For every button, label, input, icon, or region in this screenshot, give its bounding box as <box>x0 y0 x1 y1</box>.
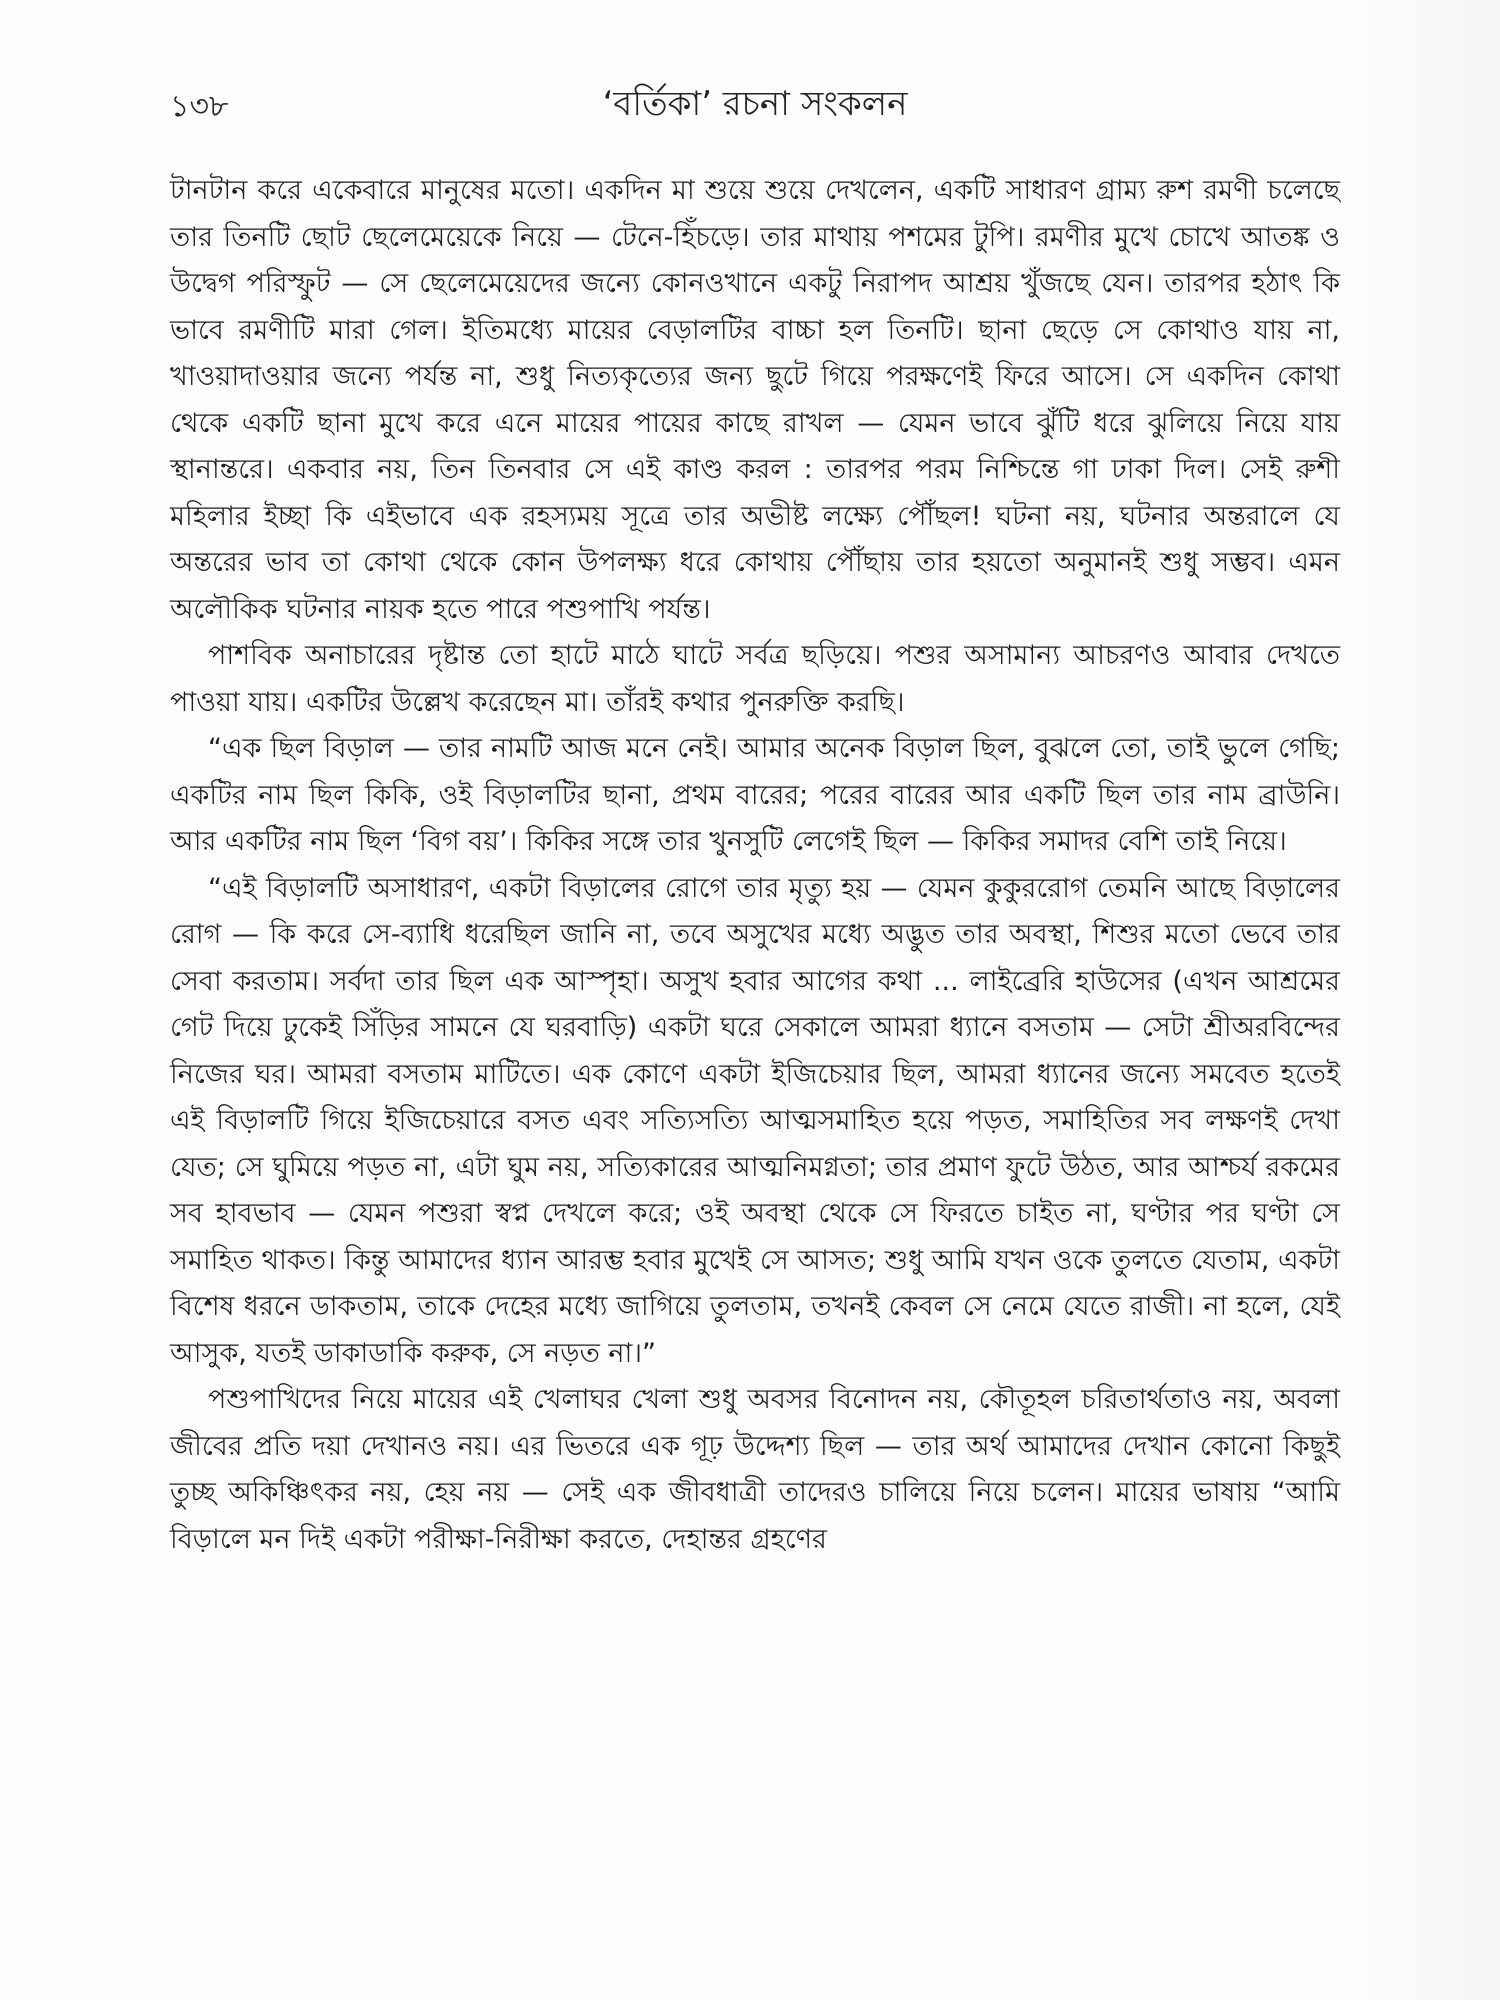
page-number: ১৩৮ <box>170 89 229 124</box>
body-text <box>170 168 1340 1563</box>
running-title: ‘বর্তিকা’ রচনা সংকলন <box>602 84 908 124</box>
page-edge-shadow <box>1340 0 1500 2000</box>
paragraph: পাশবিক অনাচারের দৃষ্টান্ত তো হাটে মাঠে ঘাটে সর্বত্র ছড়িয়ে। পশুর অসামান্য আচরণও আবার দেখতে পাওয়া যায়। একটির উল্লেখ করেছেন মা। তাঁরই কথার পুনরুক্তি করছি। <box>170 640 1340 718</box>
paragraph: টানটান করে একেবারে মানুষের মতো। একদিন মা শুয়ে শুয়ে দেখলেন, একটি সাধারণ গ্রাম্য রুশ রমণী চলেছে তার তিনটি ছোট ছেলেমেয়েকে নিয়ে — টেনে-হিঁচড়ে। তার মাথায় পশমের টুপি। রমণীর মুখে চোখে আতঙ্ক ও উদ্বেগ পরিস্ফুট — সে ছেলেমেয়েদের জন্যে কোনওখানে একটু নিরাপদ আশ্রয় খুঁজছে যেন। তারপর হঠাৎ কি ভাবে রমণীটি মারা গেল। ইতিমধ্যে মায়ের বেড়ালটির বাচ্চা হল তিনটি। ছানা ছেড়ে সে কোথাও যায় না, খাওয়াদাওয়ার জন্যে পর্যন্ত না, শুধু নিত্যকৃত্যের জন্য ছুটে গিয়ে পরক্ষণেই ফিরে আসে। সে একদিন কোথা থেকে একটি ছানা মুখে করে এনে মায়ের পায়ের কাছে রাখল — যেমন ভাবে ঝুঁটি ধরে ঝুলিয়ে নিয়ে যায় স্থানান্তরে। একবার নয়, তিন তিনবার সে এই কাণ্ড করল : তারপর পরম নিশ্চিন্তে গা ঢাকা দিল। সেই রুশী মহিলার ইচ্ছা কি এইভাবে এক রহস্যময় সূত্রে তার অভীষ্ট লক্ষ্যে পৌঁছল! ঘটনা নয়, ঘটনার অন্তরালে যে অন্তরের ভাব তা কোথা থেকে কোন উপলক্ষ্য ধরে কোথায় পৌঁছায় তার হয়তো অনুমানই শুধু সম্ভব। এমন অলৌকিক ঘটনার নায়ক হতে পারে পশুপাখি পর্যন্ত। <box>170 175 1340 625</box>
quoted-paragraph: “এই বিড়ালটি অসাধারণ, একটা বিড়ালের রোগে তার মৃত্যু হয় — যেমন কুকুররোগ তেমনি আছে বিড়ালের রোগ — কি করে সে-ব্যাধি ধরেছিল জানি না, তবে অসুখের মধ্যে অদ্ভুত তার অবস্থা, শিশুর মতো ভেবে তার সেবা করতাম। সর্বদা তার ছিল এক আস্পৃহা। অসুখ হবার আগের কথা ... লাইব্রেরি হাউসের (এখন আশ্রমের গেট দিয়ে ঢুকেই সিঁড়ির সামনে যে ঘরবাড়ি) একটা ঘরে সেকালে আমরা ধ্যানে বসতাম — সেটা শ্রীঅরবিন্দের নিজের ঘর। আমরা বসতাম মাটিতে। এক কোণে একটা ইজিচেয়ার ছিল, আমরা ধ্যানের জন্যে সমবেত হতেই এই বিড়ালটি গিয়ে ইজিচেয়ারে বসত এবং সত্যিসত্যি আত্মসমাহিত হয়ে পড়ত, সমাহিতির সব লক্ষণই দেখা যেত; সে ঘুমিয়ে পড়ত না, এটা ঘুম নয়, সত্যিকারের আত্মনিমগ্নতা; তার প্রমাণ ফুটে উঠত, আর আশ্চর্য রকমের সব হাবভাব — যেমন পশুরা স্বপ্ন দেখলে করে; ওই অবস্থা থেকে সে ফিরতে চাইত না, ঘণ্টার পর ঘণ্টা সে সমাহিত থাকত। কিন্তু আমাদের ধ্যান আরম্ভ হবার মুখেই সে আসত; শুধু আমি যখন ওকে তুলতে যেতাম, একটা বিশেষ ধরনে ডাকতাম, তাকে দেহের মধ্যে জাগিয়ে তুলতাম, তখনই কেবল সে নেমে যেতে রাজী। না হলে, যেই আসুক, যতই ডাকাডাকি করুক, সে নড়ত না।” <box>170 872 1340 1369</box>
quoted-paragraph: “এক ছিল বিড়াল — তার নামটি আজ মনে নেই। আমার অনেক বিড়াল ছিল, বুঝলে তো, তাই ভুলে গেছি; একটির নাম ছিল কিকি, ওই বিড়ালটির ছানা, প্রথম বারের; পরের বারের আর একটি ছিল তার নাম ব্রাউনি। আর একটির নাম ছিল ‘বিগ বয়’। কিকির সঙ্গে তার খুনসুটি লেগেই ছিল — কিকির সমাদর বেশি তাই নিয়ে। <box>170 733 1340 857</box>
paragraph: পশুপাখিদের নিয়ে মায়ের এই খেলাঘর খেলা শুধু অবসর বিনোদন নয়, কৌতূহল চরিতার্থতাও নয়, অবলা জীবের প্রতি দয়া দেখানও নয়। এর ভিতরে এক গূঢ় উদ্দেশ্য ছিল — তার অর্থ আমাদের দেখান কোনো কিছুই তুচ্ছ অকিঞ্চিৎকর নয়, হেয় নয় — সেই এক জীবধাত্রী তাদেরও চালিয়ে নিয়ে চলেন। মায়ের ভাষায় “আমি বিড়ালে মন দিই একটা পরীক্ষা-নিরীক্ষা করতে, দেহান্তর গ্রহণের <box>170 1384 1340 1555</box>
page-header <box>170 68 1340 128</box>
